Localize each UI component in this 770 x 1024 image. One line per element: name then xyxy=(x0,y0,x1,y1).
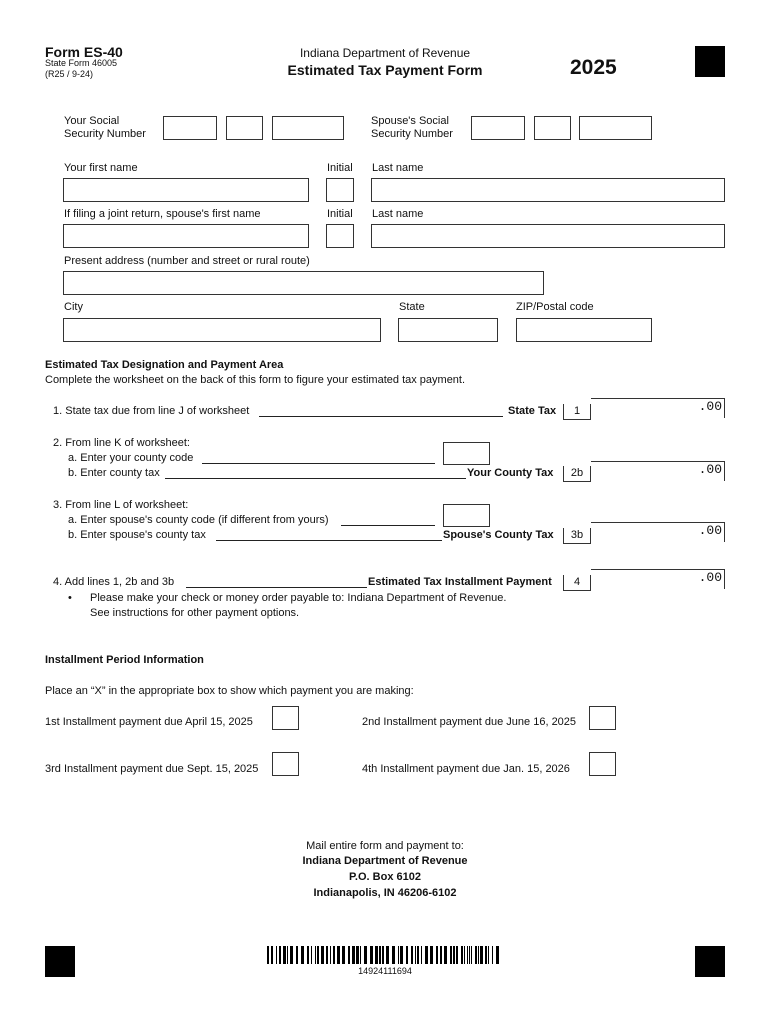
barcode-bar xyxy=(276,946,277,964)
barcode-bar xyxy=(398,946,399,964)
ssn-field-part3[interactable] xyxy=(272,116,344,140)
line1-number: 1 xyxy=(563,404,591,420)
line1-text: 1. State tax due from line J of worksheet xyxy=(53,405,250,417)
line2-amount-field[interactable]: .00 xyxy=(591,461,725,481)
spouse-last-name-field[interactable] xyxy=(371,224,725,248)
line3-amount-field[interactable]: .00 xyxy=(591,522,725,542)
barcode-bar xyxy=(348,946,350,964)
barcode-bar xyxy=(283,946,286,964)
barcode-bar xyxy=(352,946,355,964)
line3b-leader xyxy=(216,530,442,541)
line1-amount-field[interactable]: .00 xyxy=(591,398,725,418)
line3-text: 3. From line L of worksheet: xyxy=(53,499,189,511)
barcode-bar xyxy=(326,946,328,964)
barcode-bar xyxy=(400,946,403,964)
installment-2-checkbox[interactable] xyxy=(589,706,616,730)
mail-intro: Mail entire form and payment to: xyxy=(306,840,464,852)
line2b-text: b. Enter county tax xyxy=(68,467,160,479)
barcode-bar xyxy=(317,946,319,964)
barcode-bar xyxy=(337,946,340,964)
barcode-bar xyxy=(315,946,316,964)
form-id: Form ES-40 xyxy=(45,44,123,60)
spouse-initial-field[interactable] xyxy=(326,224,354,248)
barcode-bar xyxy=(469,946,470,964)
barcode-bar xyxy=(267,946,269,964)
spouse-initial-label: Initial xyxy=(327,208,353,220)
county-code-field[interactable] xyxy=(443,442,490,465)
state-form-number: State Form 46005 xyxy=(45,58,118,68)
registration-mark-bottom-right xyxy=(695,946,725,977)
barcode-bar xyxy=(382,946,384,964)
registration-mark-top-right xyxy=(695,46,725,77)
line3-label: Spouse's County Tax xyxy=(443,529,554,541)
initial-field[interactable] xyxy=(326,178,354,202)
mail-city: Indianapolis, IN 46206-6102 xyxy=(313,887,457,899)
line3a-leader xyxy=(341,515,435,526)
spouse-last-name-label: Last name xyxy=(372,208,424,220)
first-name-label: Your first name xyxy=(64,162,138,174)
barcode-bar xyxy=(496,946,499,964)
line1-label: State Tax xyxy=(508,405,557,417)
barcode-bar xyxy=(467,946,468,964)
spouse-first-name-field[interactable] xyxy=(63,224,309,248)
barcode-bar xyxy=(392,946,395,964)
address-field[interactable] xyxy=(63,271,544,295)
zip-field[interactable] xyxy=(516,318,652,342)
installment-1-checkbox[interactable] xyxy=(272,706,299,730)
spouse-ssn-label-line2: Security Number xyxy=(371,128,453,140)
ssn-label-line1: Your Social xyxy=(64,115,120,127)
barcode-bar xyxy=(333,946,335,964)
barcode-bar xyxy=(464,946,465,964)
ssn-label-line2: Security Number xyxy=(64,128,146,140)
barcode-bar xyxy=(364,946,367,964)
line2-text: 2. From line K of worksheet: xyxy=(53,437,190,449)
line4-number: 4 xyxy=(563,575,591,591)
barcode-bar xyxy=(421,946,422,964)
barcode-bar xyxy=(271,946,273,964)
installment-3-checkbox[interactable] xyxy=(272,752,299,776)
barcode-bar xyxy=(406,946,408,964)
installment-1-label: 1st Installment payment due April 15, 2025 xyxy=(45,716,253,728)
barcode-bar xyxy=(471,946,472,964)
line3-number: 3b xyxy=(563,528,591,544)
registration-mark-bottom-left xyxy=(45,946,75,977)
barcode-bar xyxy=(290,946,293,964)
barcode-bar xyxy=(453,946,455,964)
barcode-bar xyxy=(485,946,487,964)
barcode-bar xyxy=(475,946,477,964)
form-revision: (R25 / 9-24) xyxy=(45,69,94,79)
last-name-label: Last name xyxy=(372,162,424,174)
line2-number: 2b xyxy=(563,466,591,482)
barcode-bar xyxy=(386,946,389,964)
line3a-text: a. Enter spouse's county code (if different from yours) xyxy=(68,514,329,526)
barcode-bar xyxy=(330,946,331,964)
ssn-field-part1[interactable] xyxy=(163,116,217,140)
barcode-bar xyxy=(321,946,324,964)
spouse-first-name-label: If filing a joint return, spouse's first name xyxy=(64,208,261,220)
designation-instruction: Complete the worksheet on the back of this form to figure your estimated tax payment. xyxy=(45,374,466,386)
installment-3-label: 3rd Installment payment due Sept. 15, 2025 xyxy=(45,763,259,775)
payable-note: Please make your check or money order payable to: Indiana Department of Revenue. xyxy=(90,592,507,604)
barcode-bar xyxy=(450,946,452,964)
barcode-bar xyxy=(425,946,428,964)
first-name-field[interactable] xyxy=(63,178,309,202)
spouse-ssn-label-line1: Spouse's Social xyxy=(371,115,449,127)
barcode-bar xyxy=(375,946,378,964)
line4-label: Estimated Tax Installment Payment xyxy=(368,576,552,588)
barcode-number: 14924111694 xyxy=(358,966,412,976)
address-label: Present address (number and street or rural route) xyxy=(64,255,310,267)
installment-4-label: 4th Installment payment due Jan. 15, 2026 xyxy=(362,763,570,775)
agency-name: Indiana Department of Revenue xyxy=(299,46,471,60)
line4-amount-field[interactable]: .00 xyxy=(591,569,725,589)
city-field[interactable] xyxy=(63,318,381,342)
form-title: Estimated Tax Payment Form xyxy=(287,62,483,78)
barcode-bar xyxy=(430,946,433,964)
barcode-bar xyxy=(415,946,416,964)
barcode-bar xyxy=(307,946,309,964)
spouse-county-code-field[interactable] xyxy=(443,504,490,527)
see-instructions-note: See instructions for other payment options. xyxy=(90,607,300,619)
barcode-bar xyxy=(360,946,361,964)
bullet: • xyxy=(68,592,72,604)
barcode-bar xyxy=(370,946,373,964)
line2a-leader xyxy=(202,453,435,464)
barcode-bar xyxy=(411,946,413,964)
line4-leader xyxy=(186,577,367,588)
barcode-bar xyxy=(311,946,312,964)
barcode-bar xyxy=(456,946,458,964)
barcode-bar xyxy=(279,946,281,964)
barcode-bar xyxy=(480,946,483,964)
installment-2-label: 2nd Installment payment due June 16, 2025 xyxy=(362,716,577,728)
barcode-bar xyxy=(287,946,288,964)
tax-year: 2025 xyxy=(570,56,617,79)
mail-agency: Indiana Department of Revenue xyxy=(302,855,468,867)
line4-text: 4. Add lines 1, 2b and 3b xyxy=(53,576,175,588)
spouse-ssn-field-part1[interactable] xyxy=(471,116,525,140)
line3b-text: b. Enter spouse's county tax xyxy=(68,529,206,541)
barcode-bar xyxy=(342,946,345,964)
installment-4-checkbox[interactable] xyxy=(589,752,616,776)
spouse-ssn-field-part3[interactable] xyxy=(579,116,652,140)
state-label: State xyxy=(399,301,425,313)
barcode-bar xyxy=(488,946,489,964)
line1-leader xyxy=(259,406,503,417)
barcode xyxy=(267,946,503,964)
installment-instruction: Place an “X” in the appropriate box to show which payment you are making: xyxy=(45,685,414,697)
installment-heading: Installment Period Information xyxy=(45,654,204,666)
city-label: City xyxy=(64,301,83,313)
state-field[interactable] xyxy=(398,318,498,342)
barcode-bar xyxy=(478,946,479,964)
ssn-field-part2[interactable] xyxy=(226,116,263,140)
barcode-bar xyxy=(461,946,463,964)
initial-label: Initial xyxy=(327,162,353,174)
spouse-ssn-field-part2[interactable] xyxy=(534,116,571,140)
barcode-bar xyxy=(301,946,304,964)
barcode-bar xyxy=(379,946,381,964)
line2-label: Your County Tax xyxy=(467,467,554,479)
mail-po-box: P.O. Box 6102 xyxy=(349,871,421,883)
barcode-bar xyxy=(444,946,447,964)
barcode-bar xyxy=(440,946,442,964)
zip-label: ZIP/Postal code xyxy=(516,301,594,313)
barcode-bar xyxy=(356,946,359,964)
barcode-bar xyxy=(296,946,298,964)
designation-heading: Estimated Tax Designation and Payment Area xyxy=(45,359,284,371)
barcode-bar xyxy=(492,946,493,964)
line2b-leader xyxy=(165,468,466,479)
last-name-field[interactable] xyxy=(371,178,725,202)
barcode-bar xyxy=(436,946,438,964)
barcode-bar xyxy=(417,946,419,964)
line2a-text: a. Enter your county code xyxy=(68,452,194,464)
